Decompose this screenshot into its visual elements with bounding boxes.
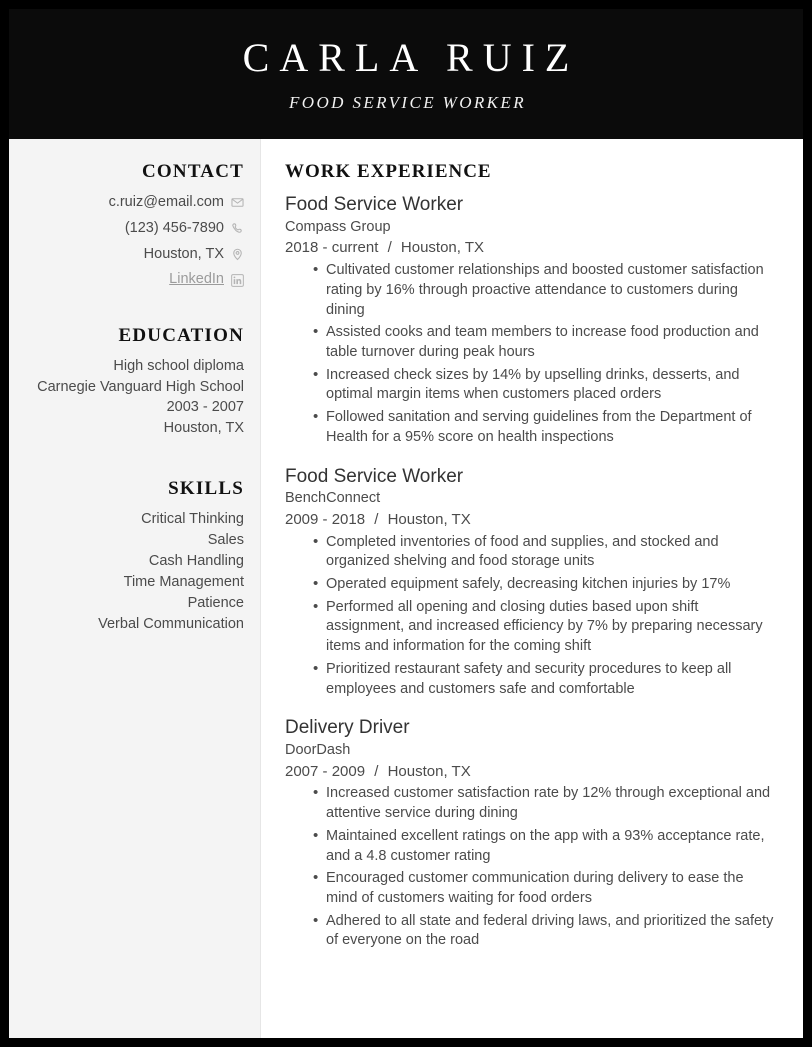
location-value: Houston, TX xyxy=(143,245,224,262)
education-heading: EDUCATION xyxy=(118,325,244,346)
job-bullets xyxy=(285,784,777,951)
skills-section xyxy=(23,478,244,635)
job-bullet: • Cultivated customer relationships and boosted customer satisfaction rating by 16% through proactive attendance to customers during dining xyxy=(316,261,777,320)
job-meta-separator: / xyxy=(374,510,379,528)
phone-icon xyxy=(231,222,244,235)
education-dates: 2003 - 2007 xyxy=(166,399,244,416)
map-pin-icon xyxy=(231,248,244,261)
job-dates: 2007 - 2009 xyxy=(285,762,366,780)
education-section xyxy=(23,325,244,438)
education-school: Carnegie Vanguard High School xyxy=(37,378,244,395)
job-location: Houston, TX xyxy=(400,239,485,257)
job-bullets xyxy=(285,533,777,700)
contact-item-phone xyxy=(23,218,244,240)
job-dates: 2018 - current xyxy=(285,239,379,257)
education-location: Houston, TX xyxy=(163,419,244,436)
education-degree: High school diploma xyxy=(113,358,244,374)
job-entry xyxy=(285,465,777,700)
candidate-job-title: FOOD SERVICE WORKER xyxy=(289,93,526,112)
job-location: Houston, TX xyxy=(387,762,471,780)
job-bullet: • Completed inventories of food and supplies, and stocked and organized shelving and food storage units xyxy=(316,533,777,572)
skill-item: Verbal Communication xyxy=(98,616,244,633)
job-meta xyxy=(285,509,777,531)
job-title: Food Service Worker xyxy=(285,465,464,487)
job-meta xyxy=(285,761,777,783)
linkedin-icon[interactable] xyxy=(231,274,244,287)
job-company: Compass Group xyxy=(285,218,391,235)
contact-section xyxy=(23,161,244,291)
job-meta xyxy=(285,237,777,259)
contact-heading: CONTACT xyxy=(142,161,244,182)
job-bullet: • Assisted cooks and team members to increase food production and table turnover during peak hours xyxy=(316,323,777,362)
resume-header xyxy=(9,9,803,139)
contact-item-email xyxy=(23,192,244,214)
skill-item: Time Management xyxy=(123,574,244,591)
job-bullet: • Followed sanitation and serving guidelines from the Department of Health for a 95% score on health inspections xyxy=(316,408,777,447)
job-title: Delivery Driver xyxy=(285,717,410,739)
skill-item: Cash Handling xyxy=(148,553,244,570)
resume-page xyxy=(9,9,803,1038)
skill-item: Patience xyxy=(187,595,244,612)
skill-item: Critical Thinking xyxy=(141,511,244,528)
phone-value: (123) 456-7890 xyxy=(124,219,224,236)
job-bullet: • Performed all opening and closing duties based upon shift assignment, and increased efficiency by 7% by preparing necessary items and information for the coming shift xyxy=(316,598,777,657)
job-bullet: • Increased check sizes by 14% by upselling drinks, desserts, and optimal margin items when customers placed orders xyxy=(316,366,777,405)
job-title: Food Service Worker xyxy=(285,194,464,215)
job-entry xyxy=(285,716,777,951)
linkedin-link[interactable]: LinkedIn xyxy=(169,271,224,288)
job-meta-separator: / xyxy=(374,762,379,780)
sidebar xyxy=(9,139,261,1038)
contact-item-linkedin[interactable] xyxy=(23,269,244,291)
job-bullet: • Adhered to all state and federal driving laws, and prioritized the safety of everyone on the road xyxy=(316,912,777,951)
work-experience-heading: WORK EXPERIENCE xyxy=(285,161,492,182)
envelope-icon xyxy=(231,196,244,209)
job-bullet: • Operated equipment safely, decreasing kitchen injuries by 17% xyxy=(316,575,777,595)
job-meta-separator: / xyxy=(387,239,392,257)
work-experience-section xyxy=(261,139,803,1038)
job-company: BenchConnect xyxy=(285,490,381,507)
job-dates: 2009 - 2018 xyxy=(285,510,366,528)
job-location: Houston, TX xyxy=(387,510,471,528)
job-bullet: • Maintained excellent ratings on the app with a 93% acceptance rate, and a 4.8 customer rating xyxy=(316,827,777,866)
job-bullet: • Encouraged customer communication during delivery to ease the mind of customers waiting for food orders xyxy=(316,869,777,908)
candidate-name: CARLA RUIZ xyxy=(242,35,580,80)
job-bullet: • Prioritized restaurant safety and security procedures to keep all employees and customers safe and comfortable xyxy=(316,660,777,699)
skill-item: Sales xyxy=(207,532,244,549)
job-bullet: • Increased customer satisfaction rate by 12% through exceptional and attentive service during dining xyxy=(316,784,777,823)
job-entry xyxy=(285,193,777,448)
resume-body xyxy=(9,139,803,1038)
job-bullets xyxy=(285,261,777,447)
job-company: DoorDash xyxy=(285,742,351,759)
skills-heading: SKILLS xyxy=(168,478,244,500)
contact-item-location xyxy=(23,244,244,266)
email-value: c.ruiz@email.com xyxy=(108,194,224,210)
